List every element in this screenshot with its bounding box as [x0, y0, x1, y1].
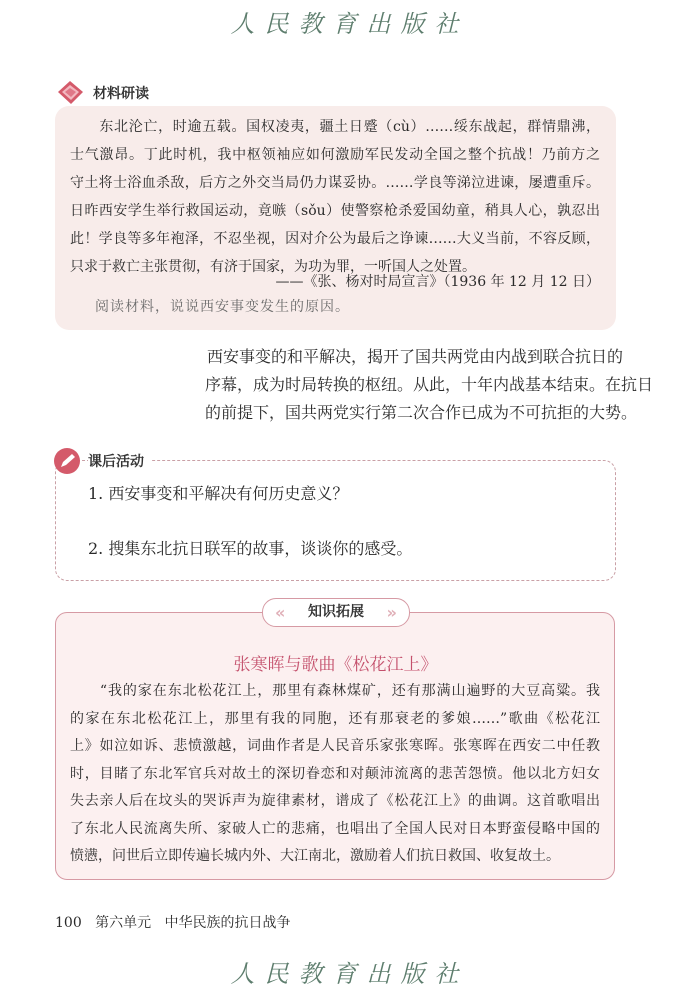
material-source: ——《张、杨对时局宣言》（1936 年 12 月 12 日）: [275, 274, 600, 290]
pencil-icon: [52, 446, 82, 476]
publisher-logo-top: 人民教育出版社: [230, 10, 469, 38]
chevron-left-icon: «: [275, 603, 286, 622]
knowledge-line: 上》如泣如诉、悲愤激越，词曲作者是人民音乐家张寒晖。张寒晖在西安二中任教: [70, 738, 600, 754]
activity-box: [55, 460, 616, 581]
material-line: 士气激昂。丁此时机，我中枢领袖应如何激励军民发动全国之整个抗战！乃前方之: [70, 147, 600, 163]
knowledge-banner: [262, 598, 410, 627]
page-number: 100: [55, 915, 82, 931]
material-question: 阅读材料，说说西安事变发生的原因。: [95, 299, 350, 315]
material-text: [70, 113, 600, 281]
activity-item: 2. 搜集东北抗日联军的故事，谈谈你的感受。: [88, 539, 413, 558]
material-line: 东北沦亡，时逾五载。国权凌夷，疆土日蹙（cù）……绥东战起，群情鼎沸，: [70, 119, 600, 135]
knowledge-line: 了东北人民流离失所、家破人亡的悲痛，也唱出了全国人民对日本野蛮侵略中国的: [70, 820, 600, 837]
knowledge-text: [70, 678, 600, 871]
book-icon: [54, 78, 86, 106]
material-title: 材料研读: [93, 86, 149, 102]
material-line: 此！学良等多年袍泽，不忍坐视，因对介公为最后之诤谏……大义当前，不容反顾，: [70, 231, 600, 247]
publisher-logo-bottom: 人民教育出版社: [230, 960, 469, 988]
activity-item: 1. 西安事变和平解决有何历史意义？: [88, 484, 349, 503]
knowledge-line: 愤懑，问世后立即传遍长城内外、大江南北，激励着人们抗日救国、收复故土。: [70, 848, 560, 864]
paragraph-line: 西安事变的和平解决，揭开了国共两党由内战到联合抗日的: [207, 347, 624, 366]
material-line: 日昨西安学生举行救国运动，竟嗾（sǒu）使警察枪杀爱国幼童，稍具人心，孰忍出: [70, 203, 600, 219]
knowledge-line: 时，目睹了东北军官兵对故土的深切眷恋和对颠沛流离的悲苦怨愤。他以北方妇女: [70, 765, 600, 782]
knowledge-banner-label: 知识拓展: [308, 604, 364, 620]
paragraph-line: 的前提下，国共两党实行第二次合作已成为不可抗拒的大势。: [205, 403, 638, 422]
paragraph-line: 序幕，成为时局转换的枢纽。从此，十年内战基本结束。在抗日: [205, 375, 654, 394]
knowledge-line: 失去亲人后在坟头的哭诉声为旋律素材，谱成了《松花江上》的曲调。这首歌唱出: [70, 793, 600, 809]
knowledge-line: “我的家在东北松花江上，那里有森林煤矿，还有那满山遍野的大豆高粱。我: [70, 683, 600, 699]
main-paragraph: [205, 343, 654, 427]
knowledge-line: 的家在东北松花江上，那里有我的同胞，还有那衰老的爹娘……”歌曲《松花江: [70, 710, 600, 727]
unit-title: 中华民族的抗日战争: [164, 915, 291, 931]
knowledge-title: 张寒晖与歌曲《松花江上》: [233, 655, 438, 675]
chevron-right-icon: »: [386, 603, 397, 622]
material-line: 守土将士浴血杀敌，后方之外交当局仍力谋妥协。……学良等涕泣进谏，屡遭重斥。: [70, 175, 600, 191]
unit-label: 第六单元: [95, 915, 152, 931]
activity-title: 课后活动: [88, 451, 152, 471]
page-footer: [55, 912, 290, 932]
material-line: 只求于救亡主张贯彻，有济于国家，为功为罪，一听国人之处置。: [70, 259, 476, 275]
